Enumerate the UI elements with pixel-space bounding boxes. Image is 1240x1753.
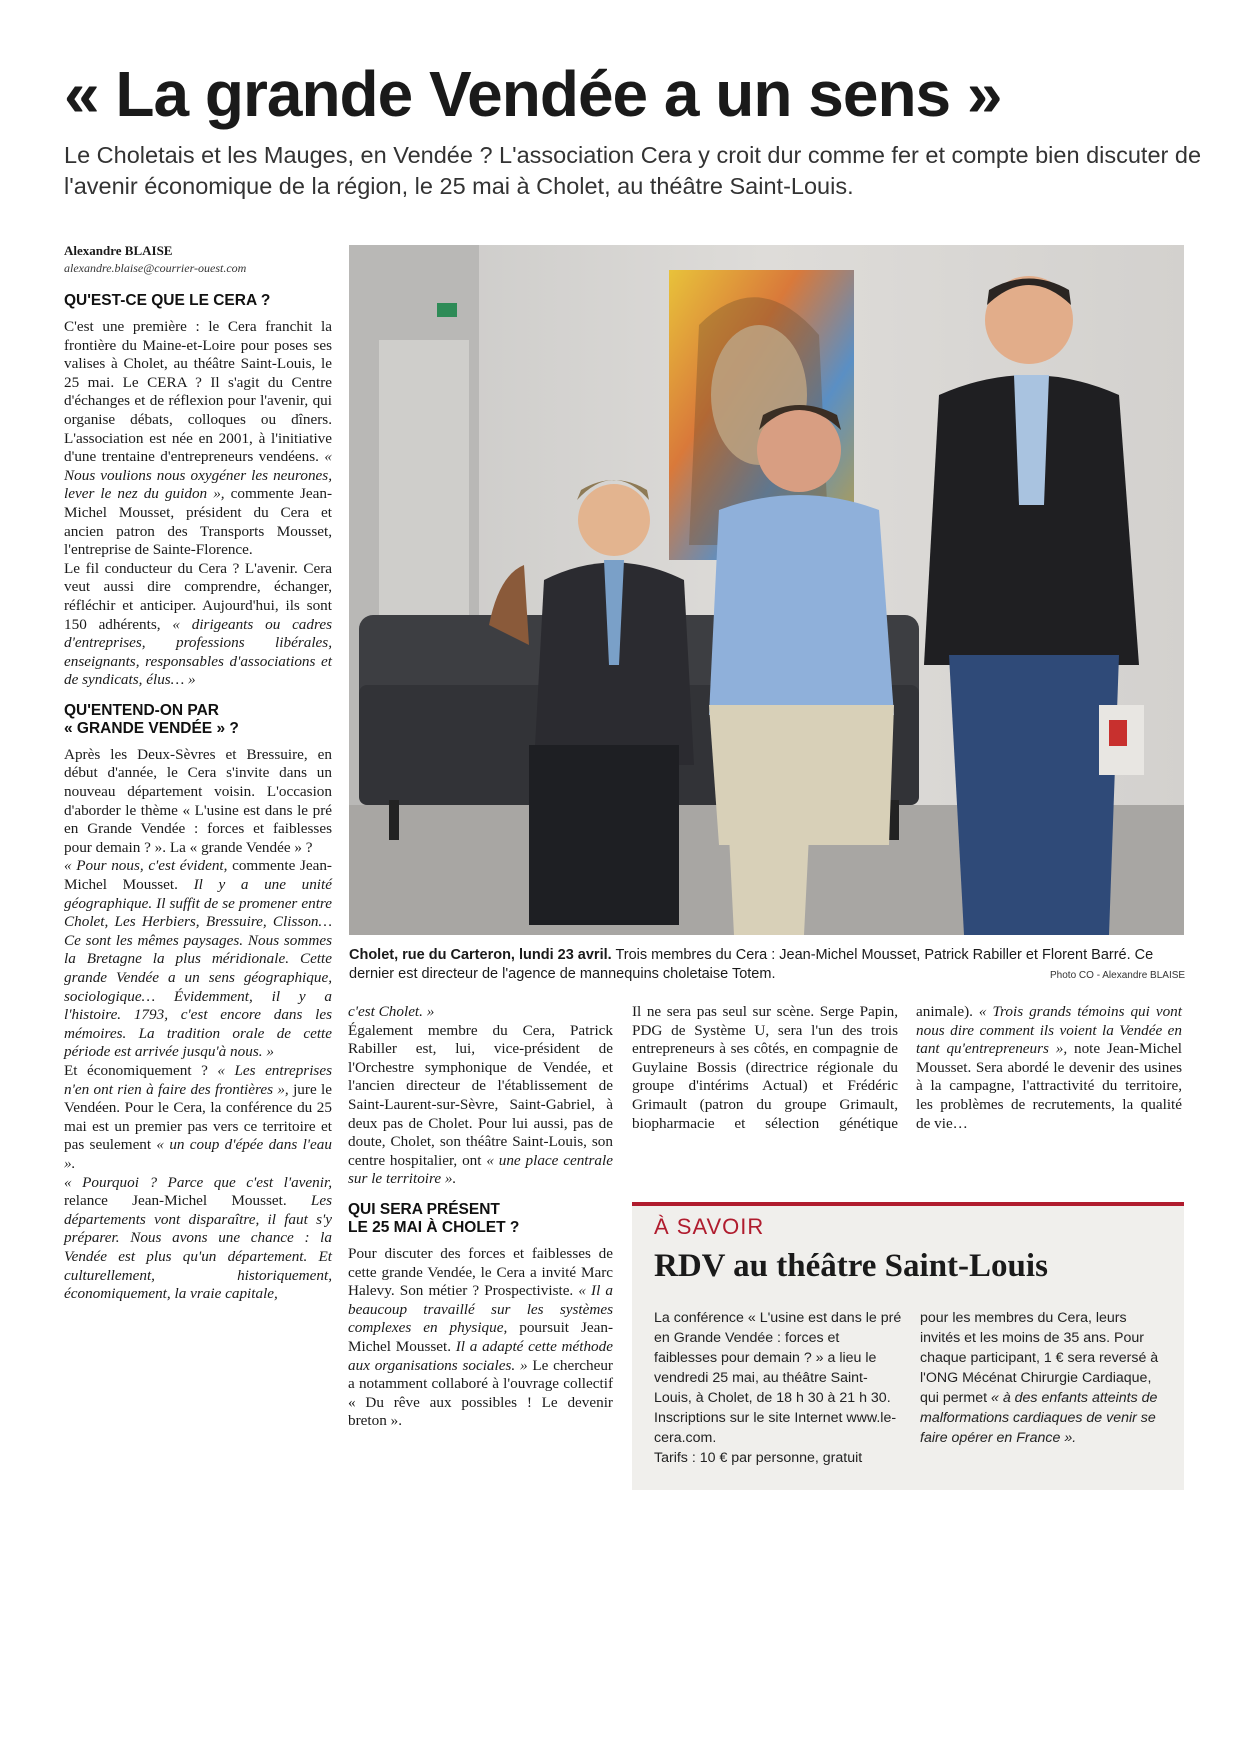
paragraph: C'est une première : le Cera franchit la frontière du Maine-et-Loire pour poses ses valises à Cholet, au théâtre Saint-Louis, le 25 mai. Le CERA ? Il s'agit du Centre d'échanges et de réflexion pour l'avenir, qui organise débats, colloques ou dîners. L'association est née en 2001, à l'initiative d'une trentaine d'entrepreneurs vendéens. « Nous voulions nous oxygéner les neurones, lever le nez du guidon », commente Jean-Michel Mousset, président du Cera et ancien patron des Transports Mousset, l'entreprise de Sainte-Florence. [64,318,332,559]
paragraph: Il ne sera pas seul sur scène. Serge Papin, PDG de Système U, sera l'un des trois entrepreneurs à ses côtés, en compagnie de Guylaine Bossis (directrice régionale du groupe d'intérims Actual) et Frédéric Grimault (patron du groupe Grimault, biopharmacie et sélection génétique animale). « Trois grands témoins qui vont nous dire comment ils voient la Vendée en tant qu'entrepreneurs », note Jean-Michel Mousset. Sera abordé le devenir des usines à la campagne, l'attractivité du territoire, les problèmes de recrutements, la qualité de vie… [632,1003,1182,1132]
lede: Le Choletais et les Mauges, en Vendée ? L'association Cera y croit dur comme fer et compte bien discuter de l'avenir économique de la région, le 25 mai à Cholet, au théâtre Saint-Louis. [64,142,1202,199]
article-column-3 [632,1003,1182,1193]
paragraph: Pour discuter des forces et faiblesses de cette grande Vendée, le Cera a invité Marc Halevy. Son métier ? Prospectiviste. « Il a beaucoup travaillé sur les systèmes complexes en physique, poursuit Jean-Michel Mousset. Il a adapté cette méthode aux organisations sociales. » Le chercheur a notamment collaboré à l'ouvrage collectif « Du rêve aux possibles ! Le devenir breton ». [348,1244,614,1430]
info-box-column-1: La conférence « L'usine est dans le pré en Grande Vendée : forces et faiblesses pour demain ? » a lieu le vendredi 25 mai, au théâtre Saint-Louis, à Cholet, de 18 h 30 à 21 h 30. Inscriptions sur le site Internet www.le-cera.com. Tarifs : 10 € par personne, gratuit [654,1310,902,1466]
section-heading-presents: QUI SERA PRÉSENT LE 25 MAI À CHOLET ? [348,1200,520,1236]
section-heading-grande-vendee: QU'ENTEND-ON PAR « GRANDE VENDÉE » ? [64,701,239,737]
info-box-column-2: pour les membres du Cera, leurs invités et les moins de 35 ans. Pour chaque participant, 1 € sera reversé à l'ONG Mécénat Chirurgie Cardiaque, qui permet « à des enfants atteints de malformations cardiaques de venir se faire opérer en France ». [920,1310,1159,1446]
byline-email[interactable]: alexandre.blaise@courrier-ouest.com [64,261,247,275]
paragraph: Et économiquement ? « Les entreprises n'en ont rien à faire des frontières », jure le Vendéen. Pour le Cera, la conférence du 25 mai est un premier pas vers ce territoire et pas seulement « un coup d'épée dans l'eau ». [64,1061,332,1172]
photo-three-men [349,245,1184,935]
paragraph: « Pourquoi ? Parce que c'est l'avenir, relance Jean-Michel Mousset. Les départements vont disparaître, il faut s'y préparer. Nous avons une chance : la Vendée est plus qu'un département. Et culturellement, historiquement, économiquement, la vraie capitale, [64,1173,332,1303]
headline: « La grande Vendée a un sens » [64,58,1002,130]
article-photo [349,245,1184,935]
paragraph: Après les Deux-Sèvres et Bressuire, en début d'année, le Cera s'invite dans un nouveau département voisin. L'occasion d'aborder le thème « L'usine est dans le pré en Grande Vendée : forces et faiblesses pour demain ? ». La « grande Vendée » ? [64,745,332,856]
paragraph: Également membre du Cera, Patrick Rabiller est, lui, vice-président de l'Orchestre symphonique de Vendée, et l'ancien directeur de l'établissement de Saint-Laurent-sur-Sèvre, Saint-Gabriel, à deux pas de Cholet. Pour lui aussi, pas de doute, Cholet, son théâtre Saint-Louis, son centre hospitalier, ont « une place centrale sur le territoire ». [348,1021,613,1188]
section-heading-cera: QU'EST-CE QUE LE CERA ? [64,292,271,309]
paragraph: c'est Cholet. » [348,1003,435,1020]
byline-author: Alexandre BLAISE [64,243,173,258]
photo-credit: Photo CO - Alexandre BLAISE [1050,970,1186,981]
paragraph: « Pour nous, c'est évident, commente Jean-Michel Mousset. Il y a une unité géographique. Il suffit de se promener entre Cholet, Les Herbiers, Bressuire, Clisson… Ce sont les mêmes paysages. Nous sommes la Bretagne la plus méridionale. Cette grande Vendée a un sens géographique, sociologique… Évidemment, il y a l'histoire. 1793, c'est encore dans les mémoires. La tradition orale de cette période est arrivée jusqu'à nous. » [64,857,332,1061]
paragraph: Le fil conducteur du Cera ? L'avenir. Cera veut aussi dire comprendre, échanger, réfléchir et anticiper. Aujourd'hui, ils sont 150 adhérents, « dirigeants ou cadres d'entreprises, professions libérales, enseignants, responsables d'associations et de syndicats, élus… » [64,559,332,689]
article-column-1 [64,292,332,1304]
article-column-2 [348,1003,613,1431]
info-box-title: RDV au théâtre Saint-Louis [654,1248,1048,1284]
photo-caption: Cholet, rue du Carteron, lundi 23 avril. Trois membres du Cera : Jean-Michel Mousset, Patrick Rabiller et Florent Barré. Ce dernier est directeur de l'agence de mannequins choletaise Totem. [349,947,1154,982]
info-box-kicker: À SAVOIR [654,1214,765,1239]
